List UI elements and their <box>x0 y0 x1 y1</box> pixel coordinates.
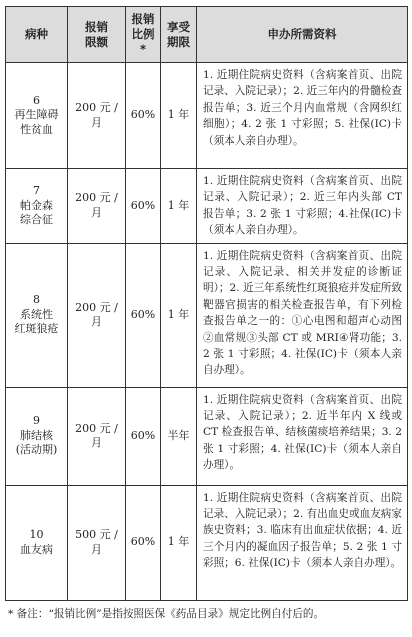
ratio-cell: 60% <box>126 387 161 485</box>
docs-cell: 1. 近期住院病史资料（含病案首页、出院记录、入院记录）；2. 近半年内 X 线或 CT 检查报告单、结核菌痰培养结果；3. 2 张 1 寸彩照；4. 社保(IC)卡（须本人亲自办理）。 <box>197 387 408 485</box>
docs-cell: 1. 近期住院病史资料（含病案首页、出院记录、入院记录、相关并发症的诊断证明）；2. 近三年系统性红斑狼疮并发症所致靶器官损害的相关检查报告单，有下列检查报告单之一的：①心电图和超声心动图②血常规③头部 CT 或 MRI④肾功能；3. 2 张 1 寸彩照；4. 社保(IC)卡（须本人亲自办理）。 <box>197 243 408 387</box>
docs-cell: 1. 近期住院病史资料（含病案首页、出院记录、入院记录）；2. 近三年内头部 CT 报告单；3. 2 张 1 寸彩照；4.社保(IC)卡（须本人亲自办理）。 <box>197 169 408 244</box>
amount-cell: 200 元 / 月 <box>68 63 126 169</box>
table-row <box>6 387 408 485</box>
table-row <box>6 243 408 387</box>
amount-cell: 500 元 / 月 <box>68 485 126 600</box>
header-ratio: 报销 比例 * <box>126 7 161 63</box>
table-row <box>6 169 408 244</box>
docs-cell: 1. 近期住院病史资料（含病案首页、出院记录、入院记录）；2. 有出血史或血友病家族史资料；3. 临床有出血症状依据；4. 近三个月内的凝血因子报告单；5. 2 张 1 寸彩照；6. 社保(IC)卡（须本人亲自办理）。 <box>197 485 408 600</box>
period-cell: 1 年 <box>161 63 197 169</box>
header-period: 享受 期限 <box>161 7 197 63</box>
header-amount: 报销 限额 <box>68 7 126 63</box>
ratio-cell: 60% <box>126 243 161 387</box>
period-cell: 1 年 <box>161 169 197 244</box>
ratio-cell: 60% <box>126 169 161 244</box>
amount-cell: 200 元 / 月 <box>68 387 126 485</box>
period-cell: 半年 <box>161 387 197 485</box>
table-row <box>6 63 408 169</box>
ratio-cell: 60% <box>126 485 161 600</box>
disease-name-cell: 6 再生障碍 性贫血 <box>6 63 68 169</box>
table-row <box>6 485 408 600</box>
period-cell: 1 年 <box>161 485 197 600</box>
ratio-cell: 60% <box>126 63 161 169</box>
amount-cell: 200 元 / 月 <box>68 243 126 387</box>
docs-cell: 1. 近期住院病史资料（含病案首页、出院记录、入院记录）；2. 近三年内的骨髓检查报告单；3. 近三个月内血常规（含网织红细胞）；4. 2 张 1 寸彩照；5. 社保(IC)卡（须本人亲自办理）。 <box>197 63 408 169</box>
disease-name-cell: 9 肺结核 (活动期) <box>6 387 68 485</box>
disease-reimbursement-table <box>5 6 408 601</box>
period-cell: 1 年 <box>161 243 197 387</box>
header-disease: 病种 <box>6 7 68 63</box>
header-docs: 申办所需资料 <box>197 7 408 63</box>
disease-name-cell: 10 血友病 <box>6 485 68 600</box>
amount-cell: 200 元 / 月 <box>68 169 126 244</box>
footnote: * 备注：“报销比例”是指按照医保《药品目录》规定比例自付后的。 <box>8 608 325 620</box>
disease-name-cell: 7 帕金森 综合征 <box>6 169 68 244</box>
disease-name-cell: 8 系统性 红斑狼疮 <box>6 243 68 387</box>
table-header-row <box>6 7 408 63</box>
